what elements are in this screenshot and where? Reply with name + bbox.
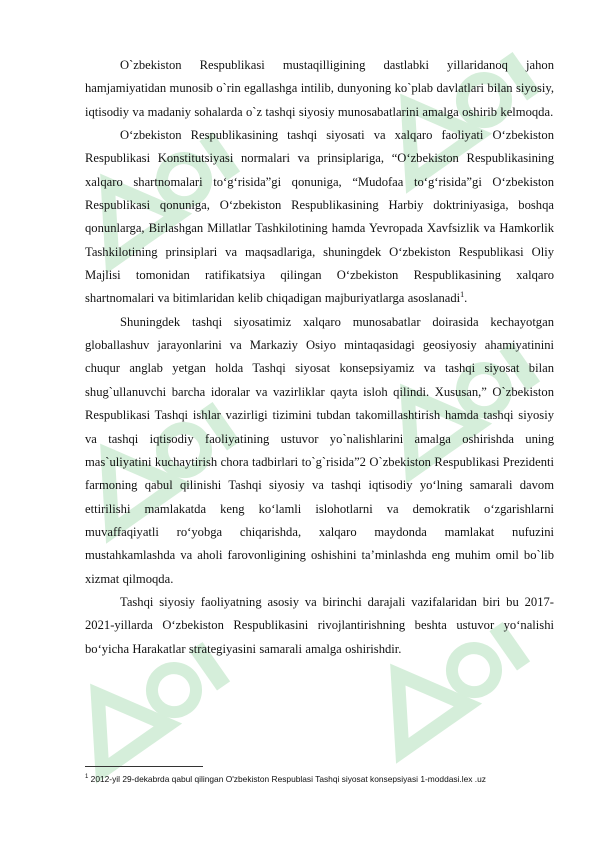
footnote-number: 1 [85, 774, 89, 780]
footnote [85, 772, 565, 785]
paragraph-4: Tashqi siyosiy faoliyatning asosiy va birinchi darajali vazifalaridan biri bu 2017-2021-yillarda O‘zbekiston Respublikasini rivojlantirishning beshta ustuvor yo‘nalishi bo‘yicha Harakatlar strategiyasini samarali amalga oshirishdir. [85, 594, 554, 656]
paragraph-2: O‘zbekiston Respublikasining tashqi siyosati va xalqaro faoliyati O‘zbekiston Respublikasi Konstitutsiyasi normalari va prinsiplariga, “O‘zbekiston Respublikasining xalqaro shartnomalari to‘g‘risida”gi qonuniga, “Mudofaa to‘g‘risida”gi O‘zbekiston Respublikasi qonuniga, O‘zbekiston Respublikasining Harbiy doktriniyasiga, boshqa qonunlarga, Birlashgan Millatlar Tashkilotining hamda Yevropada Xavfsizlik va Hamkorlik Tashkilotining prinsiplari va maqsadlariga, shuningdek O‘zbekiston Respublikasi Oliy Majlisi tomonidan ratifikatsiya qilingan O‘zbekiston Respublikasining xalqaro shartnomalari va bitimlaridan kelib chiqadigan majburiyatlarga asoslanadi$^1$. [85, 128, 554, 306]
footnote-text: 2012-yil 29-dekabrda qabul qilingan O'zbekiston Respublasi Tashqi siyosat konsepsiyasi 1-moddasi.lex .uz [88, 773, 486, 784]
footnote-reference[interactable]: 1 [460, 290, 465, 300]
footnote-separator [85, 766, 203, 767]
paragraph-1: O`zbekiston Respublikasi mustaqilligining dastlabki yillaridanoq jahon hamjamiyatidan munosib o`rin egallashga intilib, dunyoning ko`plab davlatlari bilan siyosiy, iqtisodiy va madaniy sohalarda o`z tashqi siyosiy munosabatlarini amalga oshirib kelmoqda. [85, 58, 554, 119]
paragraph-3: Shuningdek tashqi siyosatimiz xalqaro munosabatlar doirasida kechayotgan globallashuv jarayonlarini va Markaziy Osiyo mintaqasidagi geosiyosiy ahamiyatinini chuqur anglab yetgan holda Tashqi siyosat konsepsiyamiz va tashqi siyosat bilan shug`ullanuvchi barcha idoralar va vazirliklar qayta isloh qilindi. Xususan,” O`zbekiston Respublikasi Tashqi ishlar vazirligi tizimini tubdan takomillashtirish hamda tashqi siyosiy va tashqi iqtisodiy faoliyatining ustuvor yo`nalishlarini amalga oshirishda uning mas`uliyatini kuchaytirish chora tadbirlari to`g`risida”2 O`zbekiston Respublikasi Prezidenti farmoning qabul qilinishi Tashqi siyosiy va tashqi iqtisodiy yo‘lning samarali davom ettirilishi mamlakatda keng ko‘lamli islohotlarni va demokratik o‘zgarishlarni muvaffaqiyatli ro‘yobga chiqarishda, xalqaro maydonda mamlakat nufuzini mustahkamlashda va aholi farovonligining oshishini ta’minlashda eng muhim omil bo`lib xizmat qilmoqda. [85, 314, 554, 586]
document-body [85, 54, 554, 661]
